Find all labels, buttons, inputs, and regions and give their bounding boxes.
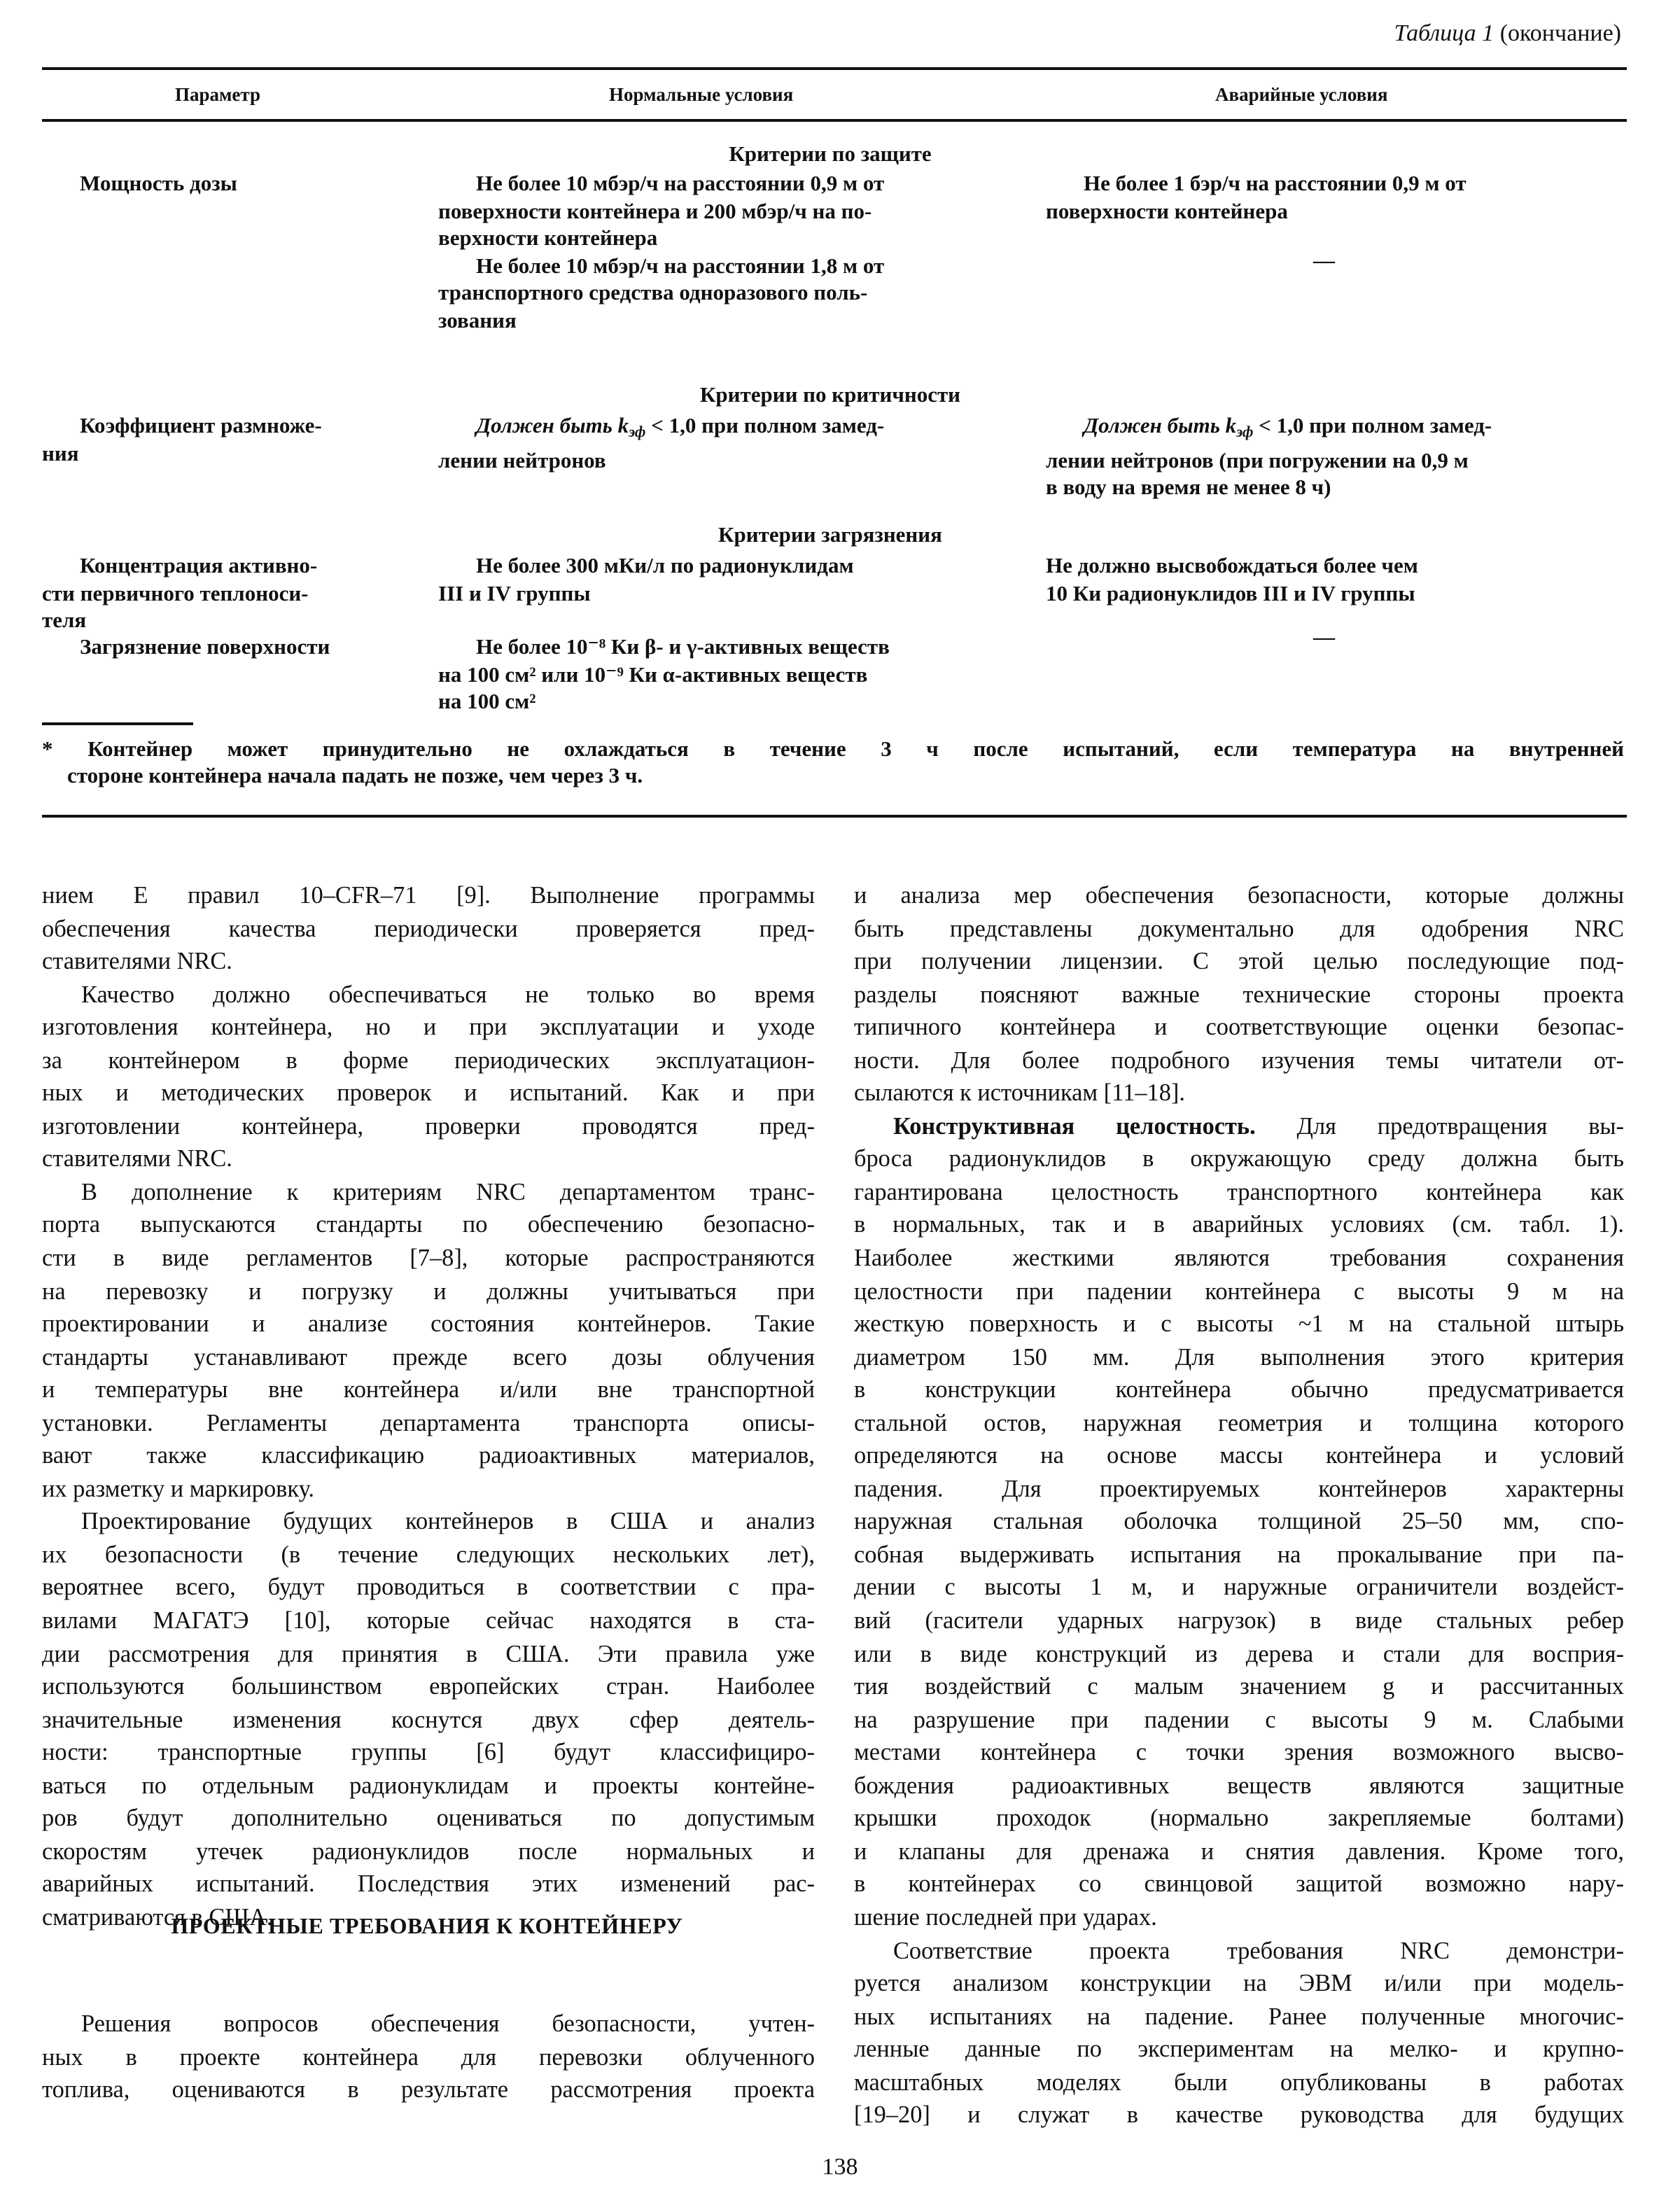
cell-line (438, 553, 854, 580)
footnote-line: * Контейнер может принудительно не охлаждаться в течение 3 ч после испытаний, если температура на внутренней (42, 738, 1624, 762)
text-line (42, 1176, 815, 1209)
text-line (854, 1670, 1624, 1703)
line-text: вероятнее всего, будут проводиться в соответствии с пра- (42, 1574, 815, 1601)
paragraph (42, 2008, 815, 2106)
line-text: Наиболее жесткими являются требования сохранения (854, 1245, 1624, 1272)
text-line (854, 1967, 1624, 2000)
line-text: ваться по отдельным радионуклидам и проекты контейне- (42, 1772, 815, 1799)
cell-text: III и IV группы (438, 582, 591, 606)
line-text: типичного контейнера и соответствующие оценки безопас- (854, 1014, 1624, 1041)
left-column-continued (42, 2008, 815, 2106)
table-cell-accident (1046, 553, 1418, 608)
line-text: [19–20] и служат в качестве руководства для будущих (854, 2101, 1624, 2129)
line-text: в нормальных, так и в аварийных условиях (см. табл. 1). (854, 1211, 1624, 1238)
text-line (854, 1703, 1624, 1736)
text-line (854, 1044, 1624, 1077)
cell-line: Мощность дозы (80, 172, 237, 196)
text-line (42, 1308, 815, 1340)
line-text: руется анализом конструкции на ЭВМ и/или при модель- (854, 1970, 1624, 1997)
cell-text: Не более 300 мКи/л по радионуклидам (476, 554, 854, 578)
cell-text: зования (438, 309, 517, 333)
cell-text: транспортного средства одноразового поль- (438, 281, 868, 306)
cell-line (438, 580, 854, 608)
cell-line (438, 171, 884, 198)
text-line (42, 1703, 815, 1736)
cell-text: Должен быть k (1084, 414, 1237, 438)
subscript: эф (629, 424, 646, 441)
text-line (42, 1868, 815, 1901)
text-line (42, 1604, 815, 1637)
line-text: ров будут дополнительно оцениваться по допустимым (42, 1805, 815, 1832)
line-text: на перевозку и погрузку и должны учитываться при (42, 1278, 815, 1305)
cell-line (438, 447, 884, 475)
text-line (854, 978, 1624, 1011)
table-caption (1394, 20, 1622, 48)
line-text: вий (гасители ударных нагрузок) в виде стальных ребер (854, 1607, 1624, 1634)
table-header-normal: Нормальные условия (609, 84, 794, 105)
text-line (854, 1077, 1624, 1110)
cell-line (1046, 413, 1492, 447)
empty-value-dash: — (1313, 249, 1335, 273)
text-line (42, 1637, 815, 1670)
line-text: гарантирована целостность транспортного контейнера как (854, 1178, 1624, 1205)
line-text: установки. Регламенты департамента транспорта описы- (42, 1409, 815, 1436)
text-line (42, 1473, 815, 1506)
left-column (42, 879, 815, 1934)
cell-line (1046, 475, 1492, 502)
line-text: ных в проекте контейнера для перевозки облученного (42, 2043, 815, 2071)
table-cell-parameter (42, 171, 237, 198)
line-text: Соответствие проекта требования NRC демонстри- (893, 1937, 1624, 1963)
text-line (42, 1143, 815, 1176)
line-text: топлива, оцениваются в результате рассмотрения проекта (42, 2076, 815, 2104)
cell-text: < 1,0 при полном замед- (1253, 414, 1492, 438)
text-line (854, 2066, 1624, 2099)
text-line (854, 1506, 1624, 1539)
text-line (854, 1835, 1624, 1868)
line-text: В дополнение к критериям NRC департаментом транс- (81, 1178, 815, 1205)
line-text: наружная стальная оболочка толщиной 25–50 мм, спо- (854, 1508, 1624, 1535)
line-text: бождения радиоактивных веществ являются защитные (854, 1772, 1624, 1799)
line-text: порта выпускаются стандарты по обеспечению безопасно- (42, 1211, 815, 1238)
text-line (42, 2008, 815, 2040)
paragraph (42, 1506, 815, 1934)
cell-line: Загрязнение поверхности (80, 636, 330, 659)
line-text: собная выдерживать испытания на прокалывание при па- (854, 1541, 1624, 1568)
text-line (42, 1209, 815, 1242)
page-number: 138 (822, 2153, 858, 2180)
text-line (854, 1373, 1624, 1406)
text-line (854, 2000, 1624, 2033)
table-cell-accident (1046, 413, 1492, 503)
paragraph-lead: Конструктивная целостность. (893, 1112, 1256, 1140)
text-line (42, 2073, 815, 2106)
text-line (42, 912, 815, 945)
line-text: ленные данные по экспериментам на мелко- и крупно- (854, 2036, 1624, 2063)
line-text: ставителями NRC. (42, 1145, 232, 1172)
table-cell-parameter (42, 553, 317, 636)
table-cell-normal (438, 634, 890, 717)
table-cell-normal (438, 413, 884, 475)
text-line (854, 1473, 1624, 1506)
line-text: ности: транспортные группы [6] будут классифициро- (42, 1739, 815, 1766)
line-text: их разметку и маркировку. (42, 1475, 314, 1502)
paragraph (854, 1934, 1624, 2132)
cell-text: на 100 см² или 10⁻⁹ Ки α-активных веществ (438, 663, 868, 687)
text-line (854, 1308, 1624, 1340)
line-text: ных испытаниях на падение. Ранее полученные многочис- (854, 2003, 1624, 2030)
table-caption-number: Таблица 1 (1394, 20, 1494, 46)
line-text: их безопасности (в течение следующих нескольких лет), (42, 1541, 815, 1568)
line-text: вают также классификацию радиоактивных материалов, (42, 1442, 815, 1469)
line-text: сти в виде регламентов [7–8], которые распространяются (42, 1245, 815, 1272)
text-line (42, 1044, 815, 1077)
line-text: сматриваются в США. (42, 1903, 273, 1931)
cell-text: верхности контейнера (438, 227, 658, 251)
line-text: падения. Для проектируемых контейнеров характерны (854, 1475, 1624, 1502)
line-text: определяются на основе массы контейнера и условий (854, 1442, 1624, 1469)
text-line (42, 1373, 815, 1406)
line-text: обеспечения качества периодически проверяется пред- (42, 915, 815, 942)
line-text: используются большинством европейских стран. Наиболее (42, 1673, 815, 1700)
text-line (42, 1736, 815, 1769)
line-text: шение последней при ударах. (854, 1903, 1157, 1931)
table-section-title: Критерии по защите (729, 143, 932, 167)
text-line (854, 1110, 1624, 1143)
line-text: стальной остов, наружная геометрия и толщина которого (854, 1409, 1624, 1436)
cell-line (1046, 198, 1466, 225)
text-line (42, 1670, 815, 1703)
table-bottom-rule (42, 815, 1627, 818)
text-line (42, 1572, 815, 1604)
cell-text: поверхности контейнера (1046, 200, 1288, 224)
text-line (42, 1440, 815, 1473)
line-text: Качество должно обеспечиваться не только во время (81, 981, 815, 1008)
line-text: в конструкции контейнера обычно предусматривается (854, 1376, 1624, 1404)
text-line (42, 1539, 815, 1572)
line-text: диаметром 150 мм. Для выполнения этого критерия (854, 1343, 1624, 1371)
text-line (854, 1572, 1624, 1604)
table-cell-parameter (42, 413, 322, 468)
cell-line (1046, 171, 1466, 198)
line-text: аварийных испытаний. Последствия этих изменений рас- (42, 1870, 815, 1898)
line-text: нием Е правил 10–CFR–71 [9]. Выполнение программы (42, 882, 815, 909)
line-text: вилами МАГАТЭ [10], которые сейчас находятся в ста- (42, 1607, 815, 1634)
line-text: Проектирование будущих контейнеров в США и анализ (81, 1508, 815, 1535)
text-line (42, 879, 815, 912)
table-header-parameter: Параметр (175, 84, 261, 105)
line-text: тия воздействий с малым значением g и рассчитанных (854, 1673, 1624, 1700)
text-line (854, 1242, 1624, 1275)
cell-line: Коэффициент размноже- (80, 414, 322, 438)
table-caption-suffix: (окончание) (1494, 20, 1621, 46)
text-line (854, 1440, 1624, 1473)
text-line (854, 1901, 1624, 1934)
table-cell-normal (438, 171, 884, 335)
text-line (854, 1539, 1624, 1572)
text-line (42, 1407, 815, 1440)
line-text: дии рассмотрения для принятия в США. Эти правила уже (42, 1640, 815, 1667)
line-text: жесткую поверхность и с высоты ~1 м на стальной штырь (854, 1310, 1624, 1338)
line-text: и анализа мер обеспечения безопасности, которые должны (854, 882, 1624, 909)
cell-text: Не более 10 мбэр/ч на расстоянии 0,9 м от (476, 172, 885, 196)
cell-line (438, 281, 884, 308)
text-line (854, 1934, 1624, 1967)
line-text: значительные изменения коснутся двух сфер деятель- (42, 1706, 815, 1733)
line-text: стандарты устанавливают прежде всего дозы облучения (42, 1343, 815, 1371)
line-text: изготовления контейнера, но и при эксплуатации и уходе (42, 1014, 815, 1041)
table-top-rule (42, 67, 1627, 70)
text-line (42, 2040, 815, 2073)
text-line (854, 1802, 1624, 1835)
line-text: и клапаны для дренажа и снятия давления. Кроме того, (854, 1837, 1624, 1865)
text-line (854, 1604, 1624, 1637)
line-text: сылаются к источникам [11–18]. (854, 1079, 1185, 1107)
line-text: изготовлении контейнера, проверки проводятся пред- (42, 1112, 815, 1140)
cell-line: Концентрация активно- (80, 554, 318, 578)
line-text: ных и методических проверок и испытаний. Как и при (42, 1079, 815, 1107)
text-line (42, 1770, 815, 1802)
cell-line (1046, 447, 1492, 475)
cell-text: 10 Ки радионуклидов III и IV группы (1046, 582, 1415, 606)
line-text: ставителями NRC. (42, 948, 232, 975)
section-heading: ПРОЕКТНЫЕ ТРЕБОВАНИЯ К КОНТЕЙНЕРУ (171, 1915, 683, 1939)
line-text: Решения вопросов обеспечения безопасности, учтен- (81, 2010, 815, 2037)
line-text: быть представлены документально для одобрения NRC (854, 915, 1624, 942)
text-line (42, 1077, 815, 1110)
text-line (854, 879, 1624, 912)
text-line (854, 1176, 1624, 1209)
cell-line (1046, 580, 1418, 608)
line-text: целостности при падении контейнера с высоты 9 м на (854, 1278, 1624, 1305)
cell-text: в воду на время не менее 8 ч) (1046, 476, 1331, 500)
cell-text: Не более 10⁻⁸ Ки β- и γ-активных веществ (476, 636, 890, 659)
text-line (42, 1506, 815, 1539)
cell-line (438, 689, 890, 716)
cell-line (1046, 553, 1418, 580)
cell-line (438, 225, 884, 253)
line-text: броса радионуклидов в окружающую среду должна быть (854, 1145, 1624, 1172)
text-line (42, 1835, 815, 1868)
line-text: за контейнером в форме периодических эксплуатацион- (42, 1046, 815, 1074)
cell-text: Не более 1 бэр/ч на расстоянии 0,9 м от (1084, 172, 1466, 196)
text-line (854, 945, 1624, 978)
paragraph (854, 879, 1624, 1110)
line-text: на разрушение при падении с высоты 9 м. Слабыми (854, 1706, 1624, 1733)
text-line (854, 2099, 1624, 2132)
line-text: местами контейнера с точки зрения возможного высво- (854, 1739, 1624, 1766)
text-line (854, 1143, 1624, 1176)
cell-text: на 100 см² (438, 690, 536, 715)
text-line (854, 1209, 1624, 1242)
cell-text: Должен быть k (476, 414, 629, 438)
text-line (42, 1011, 815, 1044)
right-column (854, 879, 1624, 2132)
line-text: при получении лицензии. С этой целью последующие под- (854, 948, 1624, 975)
table-header-accident: Аварийные условия (1215, 84, 1388, 105)
text-line (854, 1340, 1624, 1373)
cell-line (438, 198, 884, 225)
paragraph (42, 879, 815, 978)
cell-line: сти первичного теплоноси- (42, 582, 309, 606)
cell-line (438, 253, 884, 281)
footnote-line: стороне контейнера начала падать не позже, чем через 3 ч. (67, 764, 643, 788)
table-section-title: Критерии по критичности (699, 384, 961, 407)
text-line (854, 1770, 1624, 1802)
cell-text: лении нейтронов (438, 449, 606, 473)
cell-line (438, 413, 884, 447)
line-text: Для предотвращения вы- (1255, 1112, 1624, 1140)
subscript: эф (1236, 424, 1254, 441)
cell-text: поверхности контейнера и 200 мбэр/ч на по- (438, 200, 872, 224)
cell-text: Не более 10 мбэр/ч на расстоянии 1,8 м от (476, 254, 885, 279)
cell-line (438, 662, 890, 689)
text-line (854, 1637, 1624, 1670)
text-line (42, 1340, 815, 1373)
paragraph (854, 1110, 1624, 1934)
text-line (854, 1275, 1624, 1308)
paragraph (42, 1176, 815, 1506)
cell-text: Не должно высвобождаться более чем (1046, 554, 1418, 578)
text-line (854, 2033, 1624, 2066)
table-header-rule (42, 119, 1627, 122)
cell-line: ния (42, 442, 79, 466)
table-cell-parameter (42, 634, 330, 662)
text-line (42, 1242, 815, 1275)
text-line (854, 1868, 1624, 1901)
text-line (42, 1110, 815, 1143)
text-line (42, 945, 815, 978)
line-text: или в виде конструкций из дерева и стали для восприя- (854, 1640, 1624, 1667)
line-text: ности. Для более подробного изучения темы читатели от- (854, 1046, 1624, 1074)
cell-text: лении нейтронов (при погружении на 0,9 м (1046, 449, 1469, 473)
text-line (854, 1407, 1624, 1440)
line-text: разделы поясняют важные технические стороны проекта (854, 981, 1624, 1008)
table-footnote (42, 736, 1624, 790)
paragraph (42, 978, 815, 1176)
line-text: масштабных моделях были опубликованы в работах (854, 2068, 1624, 2096)
table-cell-accident (1046, 171, 1466, 225)
line-text: в контейнерах со свинцовой защитой возможно нару- (854, 1870, 1624, 1898)
table-section-title: Критерии загрязнения (718, 524, 942, 547)
text-line (854, 1736, 1624, 1769)
empty-value-dash: — (1313, 626, 1335, 650)
text-line (42, 1802, 815, 1835)
cell-line: теля (42, 609, 87, 634)
text-line (42, 1275, 815, 1308)
line-text: дении с высоты 1 м, и наружные ограничители воздейст- (854, 1574, 1624, 1601)
cell-text: < 1,0 при полном замед- (645, 414, 885, 438)
line-text: крышки проходок (нормально закрепляемые болтами) (854, 1805, 1624, 1832)
table-cell-normal (438, 553, 854, 608)
line-text: и температуры вне контейнера и/или вне транспортной (42, 1376, 815, 1404)
text-line (854, 912, 1624, 945)
footnote-rule (42, 722, 193, 725)
text-line (42, 978, 815, 1011)
line-text: проектировании и анализе состояния контейнеров. Такие (42, 1310, 815, 1338)
line-text: скоростям утечек радионуклидов после нормальных и (42, 1837, 815, 1865)
cell-line (438, 308, 884, 335)
text-line (854, 1011, 1624, 1044)
cell-line (438, 634, 890, 662)
